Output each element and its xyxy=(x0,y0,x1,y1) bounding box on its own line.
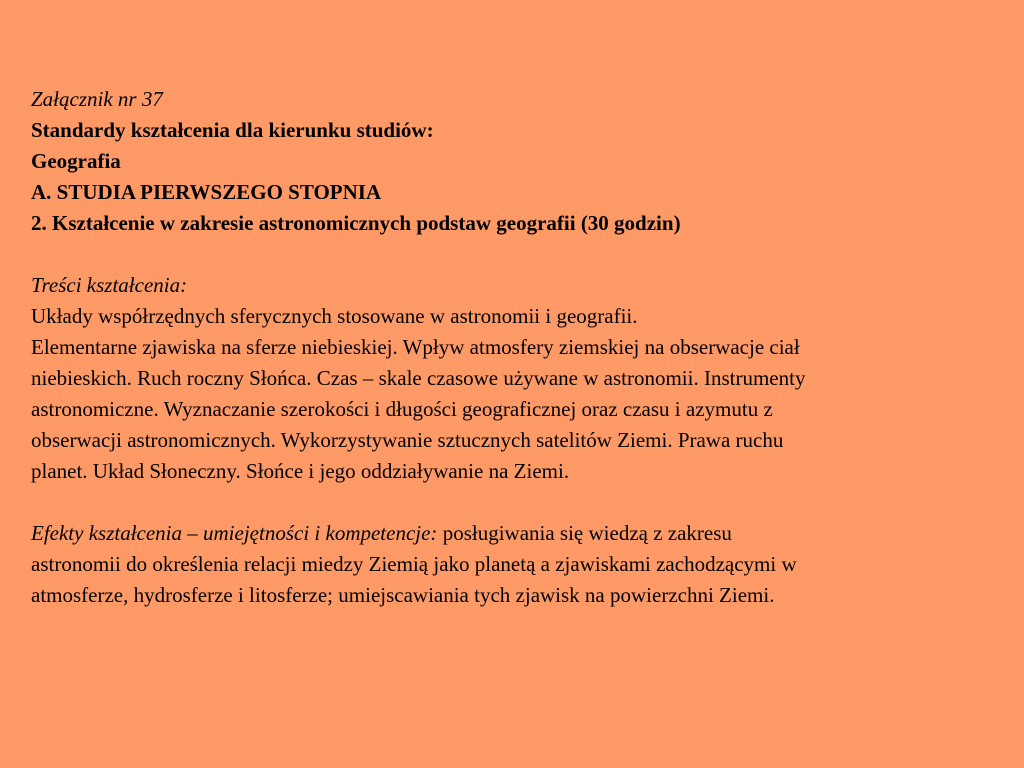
content-line: niebieskich. Ruch roczny Słońca. Czas – skale czasowe używane w astronomii. Instrumenty xyxy=(31,366,806,390)
field-of-study: Geografia xyxy=(31,149,121,173)
effects-line: posługiwania się wiedzą z zakresu xyxy=(437,521,732,545)
content-line: obserwacji astronomicznych. Wykorzystywanie sztucznych satelitów Ziemi. Prawa ruchu xyxy=(31,428,784,452)
study-level: A. STUDIA PIERWSZEGO STOPNIA xyxy=(31,180,382,204)
content-line: astronomiczne. Wyznaczanie szerokości i długości geograficznej oraz czasu i azymutu z xyxy=(31,397,773,421)
content-heading: Treści kształcenia: xyxy=(31,273,188,297)
spacer xyxy=(31,487,991,518)
effects-first-line xyxy=(31,518,991,549)
content-line: planet. Układ Słoneczny. Słońce i jego oddziaływanie na Ziemi. xyxy=(31,459,570,483)
content-line: Elementarne zjawiska na sferze niebieskiej. Wpływ atmosfery ziemskiej na obserwacje ciał xyxy=(31,335,800,359)
annex-label: Załącznik nr 37 xyxy=(31,87,163,111)
slide-text-block xyxy=(31,84,991,611)
content-line: Układy współrzędnych sferycznych stosowane w astronomii i geografii. xyxy=(31,304,638,328)
standards-title: Standardy kształcenia dla kierunku studiów: xyxy=(31,118,434,142)
effects-heading: Efekty kształcenia – umiejętności i kompetencje: xyxy=(31,521,438,545)
effects-line: atmosferze, hydrosferze i litosferze; umiejscawiania tych zjawisk na powierzchni Ziemi. xyxy=(31,583,775,607)
course-title: 2. Kształcenie w zakresie astronomicznych podstaw geografii (30 godzin) xyxy=(31,211,681,235)
spacer xyxy=(31,239,991,270)
effects-line: astronomii do określenia relacji miedzy Ziemią jako planetą a zjawiskami zachodzącymi w xyxy=(31,552,797,576)
